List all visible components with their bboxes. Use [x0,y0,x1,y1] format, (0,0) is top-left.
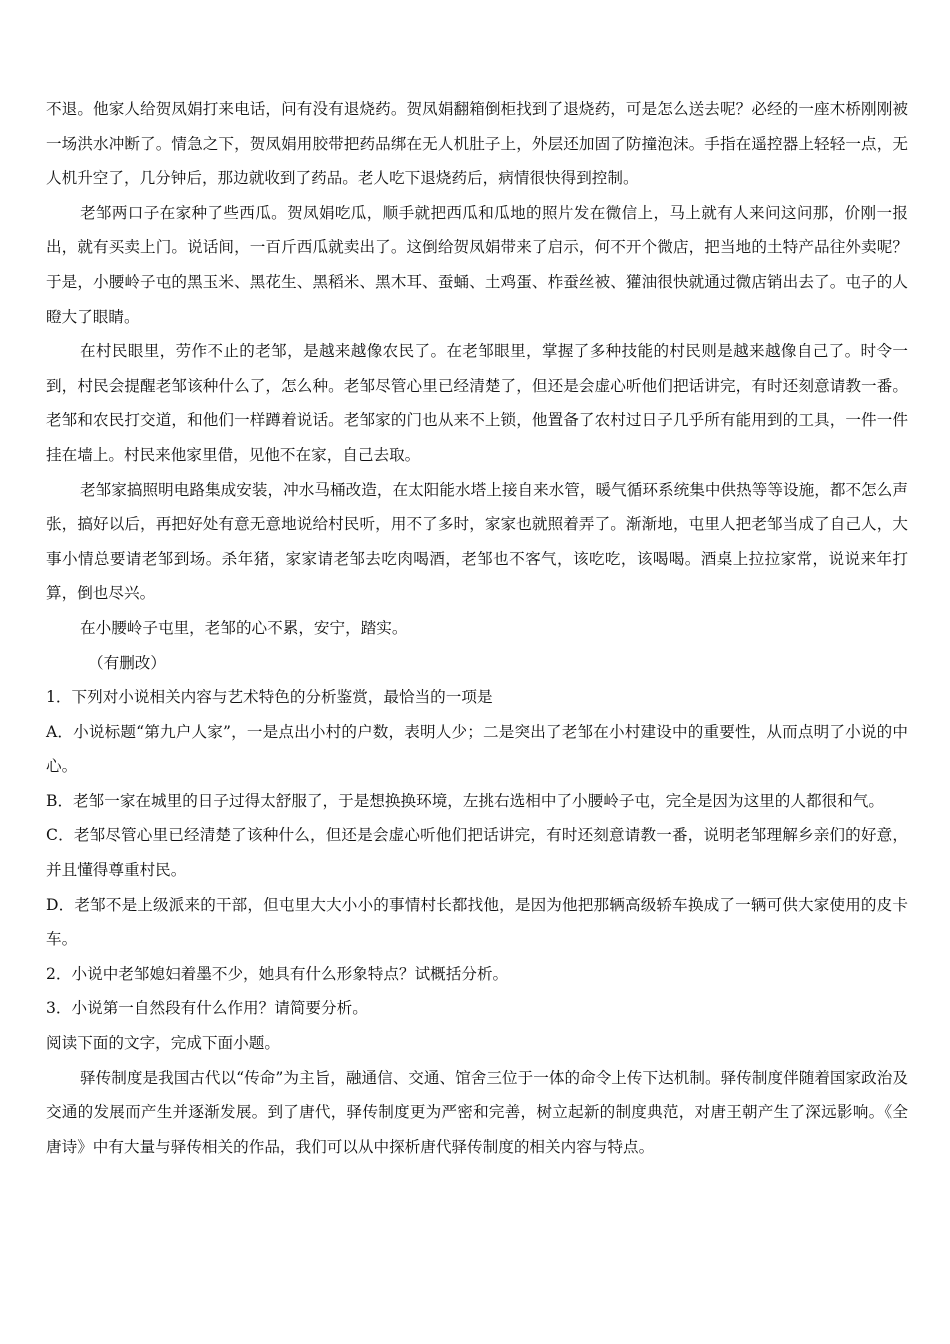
question-3: 3．小说第一自然段有什么作用？请简要分析。 [46,999,368,1018]
question-2: 2．小说中老邹媳妇着墨不少，她具有什么形象特点？试概括分析。 [46,964,509,983]
reading-intro: 阅读下面的文字，完成下面小题。 [46,1034,280,1053]
story-paragraph-5: 在小腰岭子屯里，老邹的心不累，安宁，踏实。 [80,618,408,637]
reading-paragraph-1: 驿传制度是我国古代以“传命”为主旨，融通信、交通、馆舍三位于一体的命令上传下达机制。驿传制度伴随着国家政治及交通的发展而产生并逐渐发展。到了唐代，驿传制度更为严密和完善，树立起新的制度典范，对唐王朝产生了深远影响。《全唐诗》中有大量与驿传相关的作品，我们可以从中探析唐代驿传制度的相关内容与特点。 [46,1068,908,1156]
option-a: A．小说标题“第九户人家”，一是点出小村的户数，表明人少；二是突出了老邹在小村建设中的重要性，从而点明了小说的中心。 [46,722,908,776]
option-b: B．老邹一家在城里的日子过得太舒服了，于是想换换环境，左挑右选相中了小腰岭子屯，完全是因为这里的人都很和气。 [46,791,884,810]
question-1: 1．下列对小说相关内容与艺术特色的分析鉴赏，最恰当的一项是 [46,688,493,707]
story-paragraph-3: 在村民眼里，劳作不止的老邹，是越来越像农民了。在老邹眼里，掌握了多种技能的村民则是越来越像自己了。时令一到，村民会提醒老邹该种什么了，怎么种。老邹尽管心里已经清楚了，但还是会虚心听他们把话讲完，有时还刻意请教一番。老邹和农民打交道，和他们一样蹲着说话。老邹家的门也从来不上锁，他置备了农村过日子几乎所有能用到的工具，一件一件挂在墙上。村民来他家里借，见他不在家，自己去取。 [46,342,908,464]
option-d: D．老邹不是上级派来的干部，但屯里大大小小的事情村长都找他，是因为他把那辆高级轿车换成了一辆可供大家使用的皮卡车。 [46,895,908,949]
story-paragraph-4: 老邹家搞照明电路集成安装，冲水马桶改造，在太阳能水塔上接自来水管，暖气循环系统集中供热等等设施，都不怎么声张，搞好以后，再把好处有意无意地说给村民听，用不了多时，家家也就照着弄了。渐渐地，屯里人把老邹当成了自己人，大事小情总要请老邹到场。杀年猪，家家请老邹去吃肉喝酒，老邹也不客气，该吃吃，该喝喝。酒桌上拉拉家常，说说来年打算，倒也尽兴。 [46,480,908,603]
abridged-note: （有删改） [88,653,166,672]
option-c: C．老邹尽管心里已经清楚了该种什么，但还是会虚心听他们把话讲完，有时还刻意请教一番，说明老邹理解乡亲们的好意，并且懂得尊重村民。 [46,826,908,880]
story-paragraph-2: 老邹两口子在家种了些西瓜。贺凤娟吃瓜，顺手就把西瓜和瓜地的照片发在微信上，马上就有人来问这问那，价刚一报出，就有买卖上门。说话间，一百斤西瓜就卖出了。这倒给贺凤娟带来了启示，何不开个微店，把当地的土特产品往外卖呢？于是，小腰岭子屯的黑玉米、黑花生、黑稻米、黑木耳、蚕蛹、土鸡蛋、柞蚕丝被、獾油很快就通过微店销出去了。屯子的人瞪大了眼睛。 [46,203,908,326]
story-paragraph-1: 不退。他家人给贺凤娟打来电话，问有没有退烧药。贺凤娟翻箱倒柜找到了退烧药，可是怎么送去呢？必经的一座木桥刚刚被一场洪水冲断了。情急之下，贺凤娟用胶带把药品绑在无人机肚子上，外层还加固了防撞泡沫。手指在遥控器上轻轻一点，无人机升空了，几分钟后，那边就收到了药品。老人吃下退烧药后，病情很快得到控制。 [46,100,908,188]
